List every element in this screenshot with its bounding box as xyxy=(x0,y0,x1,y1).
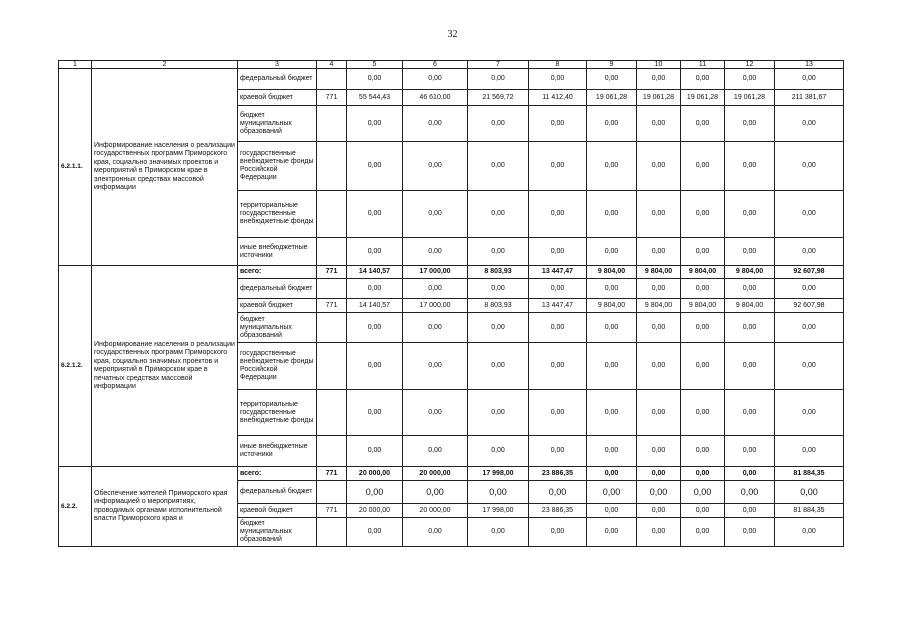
amount-cell: 0,00 xyxy=(587,142,637,191)
kbk-code xyxy=(317,313,347,343)
funding-source: иные внебюджетные источники xyxy=(238,436,317,467)
amount-cell: 0,00 xyxy=(637,436,681,467)
funding-source: краевой бюджет xyxy=(238,90,317,106)
amount-cell: 0,00 xyxy=(347,481,403,504)
kbk-code: 771 xyxy=(317,504,347,518)
amount-cell: 0,00 xyxy=(403,191,468,238)
amount-cell: 20 000,00 xyxy=(403,467,468,481)
funding-source: государственные внебюджетные фонды Российской Федерации xyxy=(238,142,317,191)
column-header: 1 xyxy=(59,61,92,69)
funding-source: краевой бюджет xyxy=(238,504,317,518)
amount-cell: 0,00 xyxy=(637,504,681,518)
amount-cell: 0,00 xyxy=(681,238,725,266)
funding-source: бюджет муниципальных образований xyxy=(238,518,317,547)
kbk-code: 771 xyxy=(317,266,347,279)
amount-cell: 0,00 xyxy=(637,279,681,299)
funding-source: государственные внебюджетные фонды Российской Федерации xyxy=(238,343,317,390)
amount-cell: 0,00 xyxy=(681,191,725,238)
amount-cell: 0,00 xyxy=(775,313,844,343)
amount-cell: 0,00 xyxy=(681,504,725,518)
amount-cell: 0,00 xyxy=(468,279,529,299)
amount-cell: 9 804,00 xyxy=(725,266,775,279)
kbk-code xyxy=(317,69,347,90)
kbk-code xyxy=(317,238,347,266)
column-header: 12 xyxy=(725,61,775,69)
amount-cell: 9 804,00 xyxy=(587,299,637,313)
funding-source: всего: xyxy=(238,467,317,481)
measure-code: 6.2.1.1. xyxy=(59,69,92,266)
kbk-code xyxy=(317,191,347,238)
amount-cell: 0,00 xyxy=(347,191,403,238)
amount-cell: 0,00 xyxy=(725,481,775,504)
amount-cell: 0,00 xyxy=(403,518,468,547)
funding-source: федеральный бюджет xyxy=(238,279,317,299)
amount-cell: 0,00 xyxy=(775,518,844,547)
amount-cell: 0,00 xyxy=(468,69,529,90)
table-row xyxy=(59,69,844,90)
column-header: 13 xyxy=(775,61,844,69)
amount-cell: 0,00 xyxy=(587,504,637,518)
amount-cell: 0,00 xyxy=(403,279,468,299)
amount-cell: 19 061,28 xyxy=(587,90,637,106)
amount-cell: 14 140,57 xyxy=(347,266,403,279)
column-header: 5 xyxy=(347,61,403,69)
amount-cell: 17 000,00 xyxy=(403,266,468,279)
amount-cell: 0,00 xyxy=(347,69,403,90)
page-number: 32 xyxy=(447,29,458,40)
amount-cell: 0,00 xyxy=(347,343,403,390)
amount-cell: 19 061,28 xyxy=(725,90,775,106)
amount-cell: 0,00 xyxy=(529,343,587,390)
amount-cell: 0,00 xyxy=(775,69,844,90)
amount-cell: 0,00 xyxy=(587,69,637,90)
kbk-code: 771 xyxy=(317,467,347,481)
amount-cell: 13 447,47 xyxy=(529,299,587,313)
amount-cell: 0,00 xyxy=(681,467,725,481)
funding-source: краевой бюджет xyxy=(238,299,317,313)
amount-cell: 0,00 xyxy=(403,343,468,390)
column-header: 4 xyxy=(317,61,347,69)
funding-source: территориальные государственные внебюджетные фонды xyxy=(238,191,317,238)
amount-cell: 0,00 xyxy=(403,313,468,343)
column-header: 10 xyxy=(637,61,681,69)
table-row xyxy=(59,266,844,279)
measure-code: 6.2.1.2. xyxy=(59,266,92,467)
amount-cell: 0,00 xyxy=(347,518,403,547)
amount-cell: 0,00 xyxy=(587,390,637,436)
amount-cell: 0,00 xyxy=(725,436,775,467)
amount-cell: 0,00 xyxy=(587,191,637,238)
amount-cell: 0,00 xyxy=(529,238,587,266)
amount-cell: 0,00 xyxy=(637,313,681,343)
amount-cell: 81 884,35 xyxy=(775,467,844,481)
amount-cell: 0,00 xyxy=(403,238,468,266)
amount-cell: 0,00 xyxy=(725,467,775,481)
column-header: 8 xyxy=(529,61,587,69)
amount-cell: 0,00 xyxy=(403,481,468,504)
amount-cell: 19 061,28 xyxy=(637,90,681,106)
amount-cell: 0,00 xyxy=(681,106,725,142)
funding-source: федеральный бюджет xyxy=(238,69,317,90)
amount-cell: 17 998,00 xyxy=(468,467,529,481)
amount-cell: 0,00 xyxy=(347,436,403,467)
amount-cell: 0,00 xyxy=(468,238,529,266)
amount-cell: 0,00 xyxy=(775,106,844,142)
amount-cell: 0,00 xyxy=(529,313,587,343)
amount-cell: 0,00 xyxy=(681,518,725,547)
amount-cell: 9 804,00 xyxy=(637,299,681,313)
amount-cell: 0,00 xyxy=(347,238,403,266)
amount-cell: 0,00 xyxy=(637,238,681,266)
amount-cell: 0,00 xyxy=(725,390,775,436)
amount-cell: 0,00 xyxy=(681,69,725,90)
amount-cell: 0,00 xyxy=(347,142,403,191)
amount-cell: 0,00 xyxy=(637,343,681,390)
amount-cell: 46 610,00 xyxy=(403,90,468,106)
amount-cell: 0,00 xyxy=(529,142,587,191)
amount-cell: 9 804,00 xyxy=(587,266,637,279)
amount-cell: 0,00 xyxy=(587,343,637,390)
amount-cell: 0,00 xyxy=(637,69,681,90)
amount-cell: 17 000,00 xyxy=(403,299,468,313)
amount-cell: 0,00 xyxy=(725,106,775,142)
amount-cell: 0,00 xyxy=(587,467,637,481)
measure-name: Информирование населения о реализации государственных программ Приморского края, социально значимых проектов и мероприятий в Приморском крае в электронных средствах массовой информации xyxy=(92,69,238,266)
amount-cell: 0,00 xyxy=(725,142,775,191)
column-header: 9 xyxy=(587,61,637,69)
amount-cell: 0,00 xyxy=(725,504,775,518)
amount-cell: 0,00 xyxy=(775,436,844,467)
amount-cell: 20 000,00 xyxy=(347,467,403,481)
funding-source: всего: xyxy=(238,266,317,279)
amount-cell: 20 000,00 xyxy=(403,504,468,518)
amount-cell: 0,00 xyxy=(775,238,844,266)
amount-cell: 0,00 xyxy=(403,390,468,436)
amount-cell: 0,00 xyxy=(403,142,468,191)
amount-cell: 0,00 xyxy=(468,481,529,504)
amount-cell: 8 803,93 xyxy=(468,266,529,279)
column-header: 11 xyxy=(681,61,725,69)
funding-source: бюджет муниципальных образований xyxy=(238,106,317,142)
amount-cell: 0,00 xyxy=(347,313,403,343)
amount-cell: 13 447,47 xyxy=(529,266,587,279)
amount-cell: 0,00 xyxy=(587,106,637,142)
kbk-code: 771 xyxy=(317,299,347,313)
funding-source: территориальные государственные внебюджетные фонды xyxy=(238,390,317,436)
kbk-code xyxy=(317,390,347,436)
amount-cell: 0,00 xyxy=(529,390,587,436)
amount-cell: 0,00 xyxy=(587,518,637,547)
amount-cell: 19 061,28 xyxy=(681,90,725,106)
measure-name: Информирование населения о реализации государственных программ Приморского края, социально значимых проектов и мероприятий в Приморском крае в печатных средствах массовой информации xyxy=(92,266,238,467)
funding-source: бюджет муниципальных образований xyxy=(238,313,317,343)
amount-cell: 0,00 xyxy=(468,436,529,467)
amount-cell: 0,00 xyxy=(637,467,681,481)
funding-source: иные внебюджетные источники xyxy=(238,238,317,266)
kbk-code xyxy=(317,481,347,504)
amount-cell: 0,00 xyxy=(637,390,681,436)
amount-cell: 0,00 xyxy=(681,343,725,390)
amount-cell: 0,00 xyxy=(403,436,468,467)
column-header: 2 xyxy=(92,61,238,69)
kbk-code: 771 xyxy=(317,90,347,106)
amount-cell: 211 381,67 xyxy=(775,90,844,106)
amount-cell: 0,00 xyxy=(587,481,637,504)
amount-cell: 0,00 xyxy=(403,106,468,142)
amount-cell: 17 998,00 xyxy=(468,504,529,518)
column-header: 6 xyxy=(403,61,468,69)
amount-cell: 0,00 xyxy=(468,313,529,343)
amount-cell: 0,00 xyxy=(725,313,775,343)
amount-cell: 0,00 xyxy=(529,106,587,142)
amount-cell: 92 607,98 xyxy=(775,266,844,279)
column-header: 3 xyxy=(238,61,317,69)
amount-cell: 0,00 xyxy=(681,279,725,299)
amount-cell: 0,00 xyxy=(529,69,587,90)
kbk-code xyxy=(317,106,347,142)
amount-cell: 0,00 xyxy=(775,142,844,191)
budget-table xyxy=(58,60,844,547)
amount-cell: 0,00 xyxy=(347,279,403,299)
header-row xyxy=(59,61,844,69)
amount-cell: 0,00 xyxy=(681,142,725,191)
amount-cell: 0,00 xyxy=(637,142,681,191)
amount-cell: 0,00 xyxy=(529,481,587,504)
amount-cell: 9 804,00 xyxy=(681,266,725,279)
amount-cell: 0,00 xyxy=(468,106,529,142)
amount-cell: 0,00 xyxy=(468,142,529,191)
amount-cell: 0,00 xyxy=(681,436,725,467)
amount-cell: 0,00 xyxy=(637,481,681,504)
kbk-code xyxy=(317,436,347,467)
amount-cell: 55 544,43 xyxy=(347,90,403,106)
amount-cell: 0,00 xyxy=(529,279,587,299)
kbk-code xyxy=(317,142,347,191)
amount-cell: 0,00 xyxy=(347,390,403,436)
amount-cell: 20 000,00 xyxy=(347,504,403,518)
amount-cell: 9 804,00 xyxy=(725,299,775,313)
amount-cell: 0,00 xyxy=(587,436,637,467)
table-row xyxy=(59,467,844,481)
amount-cell: 0,00 xyxy=(468,191,529,238)
amount-cell: 0,00 xyxy=(347,106,403,142)
amount-cell: 0,00 xyxy=(775,191,844,238)
amount-cell: 0,00 xyxy=(681,390,725,436)
amount-cell: 0,00 xyxy=(587,279,637,299)
amount-cell: 0,00 xyxy=(529,191,587,238)
amount-cell: 0,00 xyxy=(725,343,775,390)
amount-cell: 23 886,35 xyxy=(529,467,587,481)
amount-cell: 0,00 xyxy=(775,279,844,299)
amount-cell: 0,00 xyxy=(637,106,681,142)
amount-cell: 9 804,00 xyxy=(681,299,725,313)
amount-cell: 0,00 xyxy=(725,191,775,238)
kbk-code xyxy=(317,279,347,299)
amount-cell: 0,00 xyxy=(725,279,775,299)
amount-cell: 0,00 xyxy=(775,481,844,504)
amount-cell: 9 804,00 xyxy=(637,266,681,279)
column-header: 7 xyxy=(468,61,529,69)
amount-cell: 0,00 xyxy=(681,481,725,504)
kbk-code xyxy=(317,343,347,390)
amount-cell: 0,00 xyxy=(468,343,529,390)
amount-cell: 0,00 xyxy=(529,436,587,467)
amount-cell: 0,00 xyxy=(725,69,775,90)
amount-cell: 92 607,98 xyxy=(775,299,844,313)
amount-cell: 0,00 xyxy=(637,191,681,238)
amount-cell: 0,00 xyxy=(587,238,637,266)
amount-cell: 0,00 xyxy=(403,69,468,90)
amount-cell: 0,00 xyxy=(725,238,775,266)
amount-cell: 23 886,35 xyxy=(529,504,587,518)
amount-cell: 81 884,35 xyxy=(775,504,844,518)
amount-cell: 0,00 xyxy=(468,390,529,436)
funding-source: федеральный бюджет xyxy=(238,481,317,504)
amount-cell: 0,00 xyxy=(725,518,775,547)
amount-cell: 0,00 xyxy=(468,518,529,547)
kbk-code xyxy=(317,518,347,547)
measure-code: 6.2.2. xyxy=(59,467,92,547)
amount-cell: 0,00 xyxy=(681,313,725,343)
amount-cell: 0,00 xyxy=(775,343,844,390)
amount-cell: 0,00 xyxy=(637,518,681,547)
amount-cell: 0,00 xyxy=(587,313,637,343)
amount-cell: 14 140,57 xyxy=(347,299,403,313)
amount-cell: 21 569,72 xyxy=(468,90,529,106)
amount-cell: 0,00 xyxy=(529,518,587,547)
amount-cell: 0,00 xyxy=(775,390,844,436)
amount-cell: 11 412,40 xyxy=(529,90,587,106)
measure-name: Обеспечение жителей Приморского края информацией о мероприятиях, проводимых органами исполнительной власти Приморского края и xyxy=(92,467,238,547)
amount-cell: 8 803,93 xyxy=(468,299,529,313)
